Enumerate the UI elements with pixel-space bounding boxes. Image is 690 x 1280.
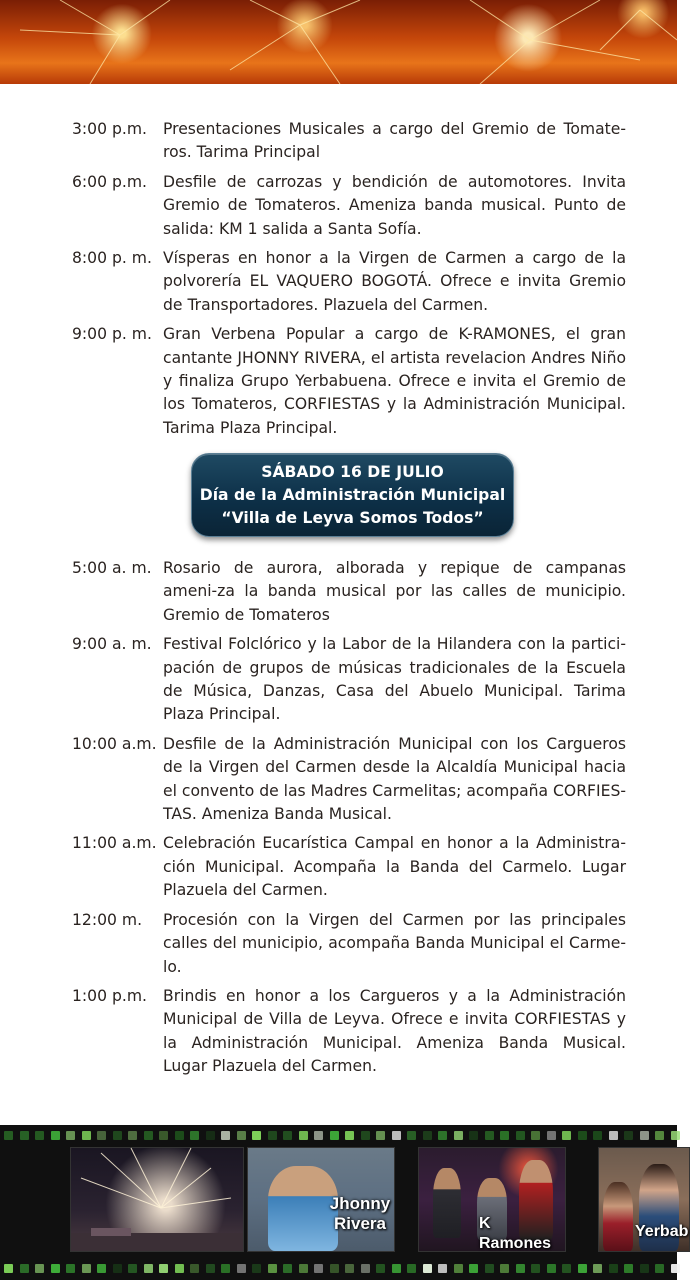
event-description: Rosario de aurora, alborada y repique de campanas ameni-za la banda musical por las calles de municipio. Gremio de Tomateros: [163, 559, 626, 624]
film-pixel-decoration: [345, 1264, 354, 1273]
film-pixel-decoration: [35, 1264, 44, 1273]
event-description: Celebración Eucarística Campal en honor a la Administra-ción Municipal. Acompaña la Banda del Carmelo. Lugar Plazuela del Carmen.: [163, 834, 626, 900]
film-pixel-decoration: [609, 1264, 618, 1273]
film-pixel-decoration: [438, 1131, 447, 1140]
film-pixel-decoration: [562, 1131, 571, 1140]
film-pixel-decoration: [283, 1264, 292, 1273]
film-pixel-decoration: [252, 1264, 261, 1273]
event-time: 12:00 m.: [72, 910, 143, 929]
film-pixel-decoration: [671, 1264, 680, 1273]
film-pixel-decoration: [66, 1131, 75, 1140]
fireworks-sparks: [0, 0, 677, 84]
day-subtitle: Día de la Administración Municipal: [199, 486, 506, 504]
film-pixel-decoration: [578, 1131, 587, 1140]
day-header-badge: [191, 453, 514, 537]
film-pixel-decoration: [113, 1131, 122, 1140]
film-pixel-decoration: [51, 1131, 60, 1140]
film-pixel-decoration: [144, 1264, 153, 1273]
film-pixel-decoration: [516, 1264, 525, 1273]
film-pixel-decoration: [252, 1131, 261, 1140]
film-pixel-decoration: [562, 1264, 571, 1273]
film-pixel-decoration: [221, 1131, 230, 1140]
fireworks-spray-icon: [71, 1148, 243, 1251]
k-ramones-photo: [418, 1147, 566, 1252]
film-pixel-decoration: [206, 1264, 215, 1273]
film-pixel-decoration: [454, 1264, 463, 1273]
event-time: 6:00 p.m.: [72, 172, 147, 191]
schedule-friday-evening: [72, 118, 626, 446]
film-pixel-decoration: [159, 1264, 168, 1273]
schedule-row: [72, 909, 626, 979]
film-pixel-decoration: [35, 1131, 44, 1140]
artist-label: Yerbab: [635, 1223, 689, 1240]
film-pixel-decoration: [655, 1131, 664, 1140]
film-pixel-decoration: [407, 1131, 416, 1140]
jhonny-rivera-photo: [247, 1147, 395, 1252]
film-pixel-decoration: [469, 1131, 478, 1140]
day-date: SÁBADO 16 DE JULIO: [261, 463, 444, 481]
film-pixel-decoration: [237, 1264, 246, 1273]
schedule-row: [72, 171, 626, 241]
film-pixel-decoration: [593, 1264, 602, 1273]
film-pixel-decoration: [624, 1131, 633, 1140]
schedule-row: [72, 733, 626, 827]
film-pixel-decoration: [299, 1264, 308, 1273]
film-pixel-decoration: [407, 1264, 416, 1273]
film-pixel-decoration: [4, 1264, 13, 1273]
film-pixel-decoration: [547, 1131, 556, 1140]
film-pixel-decoration: [66, 1264, 75, 1273]
film-pixel-decoration: [159, 1131, 168, 1140]
film-pixel-decoration: [144, 1131, 153, 1140]
event-description: Festival Folclórico y la Labor de la Hilandera con la partici-pación de grupos de músicas tradicionales de la Escuela de Música, Danzas, Casa del Abuelo Municipal. Tarima Plaza Principal.: [163, 635, 626, 724]
yerbabuena-photo: [598, 1147, 690, 1252]
event-description: Desfile de la Administración Municipal con los Cargueros de la Virgen del Carmen desde la Alcaldía Municipal hacia el convento de las Madres Carmelitas; acompaña CORFIES-TAS. Ameniza Banda Musical.: [163, 734, 626, 824]
film-pixel-decoration: [671, 1131, 680, 1140]
film-pixel-decoration: [82, 1131, 91, 1140]
film-pixel-decoration: [392, 1131, 401, 1140]
film-pixel-decoration: [454, 1131, 463, 1140]
event-time: 10:00 a.m.: [72, 734, 157, 753]
film-pixel-decoration: [345, 1131, 354, 1140]
event-time: 9:00 p. m.: [72, 325, 152, 344]
film-pixel-decoration: [128, 1264, 137, 1273]
event-time: 9:00 a. m.: [72, 635, 152, 654]
event-time: 8:00 p. m.: [72, 249, 152, 268]
film-pixel-decoration: [175, 1264, 184, 1273]
film-pixel-decoration: [376, 1264, 385, 1273]
fireworks-banner: [0, 0, 677, 84]
artist-film-strip: [0, 1125, 689, 1280]
film-pixel-decoration: [392, 1264, 401, 1273]
film-pixel-decoration: [190, 1131, 199, 1140]
film-pixel-decoration: [361, 1131, 370, 1140]
film-pixel-decoration: [593, 1131, 602, 1140]
film-pixel-decoration: [97, 1264, 106, 1273]
film-pixel-decoration: [299, 1131, 308, 1140]
film-pixel-decoration: [314, 1131, 323, 1140]
artist-label: Jhonny Rivera: [329, 1194, 391, 1233]
film-pixel-decoration: [531, 1131, 540, 1140]
film-pixel-decoration: [190, 1264, 199, 1273]
film-pixel-decoration: [206, 1131, 215, 1140]
schedule-saturday: [72, 557, 626, 1085]
film-pixel-decoration: [640, 1131, 649, 1140]
film-pixel-decoration: [423, 1264, 432, 1273]
film-pixel-decoration: [237, 1131, 246, 1140]
film-pixel-decoration: [624, 1264, 633, 1273]
event-time: 5:00 a. m.: [72, 559, 152, 577]
film-pixel-decoration: [640, 1264, 649, 1273]
film-pixel-decoration: [516, 1131, 525, 1140]
film-pixel-decoration: [500, 1264, 509, 1273]
film-pixel-decoration: [485, 1264, 494, 1273]
film-pixel-decoration: [20, 1131, 29, 1140]
film-pixel-decoration: [97, 1131, 106, 1140]
schedule-row: [72, 633, 626, 727]
film-pixel-decoration: [268, 1264, 277, 1273]
film-pixel-decoration: [531, 1264, 540, 1273]
event-description: Brindis en honor a los Cargueros y a la Administración Municipal de Villa de Leyva. Ofrece e invita CORFIESTAS y la Administración Municipal. Ameniza Banda Musical. Lugar Plazuela del Carmen.: [163, 986, 626, 1076]
film-pixel-decoration: [20, 1264, 29, 1273]
artist-label: K Ramones: [479, 1215, 552, 1252]
band-member-figure: [433, 1168, 461, 1238]
film-pixel-decoration: [268, 1131, 277, 1140]
event-description: Procesión con la Virgen del Carmen por las principales calles del municipio, acompaña Banda Municipal el Carme-lo.: [163, 910, 626, 976]
film-pixel-decoration: [82, 1264, 91, 1273]
film-pixel-decoration: [469, 1264, 478, 1273]
film-pixel-decoration: [128, 1131, 137, 1140]
fireworks-photo: [70, 1147, 244, 1252]
event-time: 1:00 p.m.: [72, 986, 147, 1005]
film-pixel-decoration: [330, 1264, 339, 1273]
film-pixel-decoration: [330, 1131, 339, 1140]
schedule-row: [72, 323, 626, 440]
schedule-row: [72, 247, 626, 317]
film-pixel-decoration: [609, 1131, 618, 1140]
schedule-row: [72, 832, 626, 902]
film-pixel-decoration: [4, 1131, 13, 1140]
event-time: 3:00 p.m.: [72, 120, 147, 138]
film-pixel-decoration: [485, 1131, 494, 1140]
film-pixel-decoration: [376, 1131, 385, 1140]
film-pixel-decoration: [221, 1264, 230, 1273]
event-description: Desfile de carrozas y bendición de automotores. Invita Gremio de Tomateros. Ameniza banda musical. Punto de salida: KM 1 salida a Santa Sofía.: [163, 172, 626, 238]
event-description: Gran Verbena Popular a cargo de K-RAMONES, el gran cantante JHONNY RIVERA, el artista revelacion Andres Niño y finaliza Grupo Yerbabuena. Ofrece e invita el Gremio de los Tomateros, CORFIESTAS y la Administración Municipal. Tarima Plaza Principal.: [163, 325, 626, 437]
film-pixel-decoration: [423, 1131, 432, 1140]
film-pixel-decoration: [361, 1264, 370, 1273]
band-member-figure: [603, 1182, 633, 1251]
film-pixel-decoration: [500, 1131, 509, 1140]
schedule-row: [72, 557, 626, 627]
film-pixel-decoration: [51, 1264, 60, 1273]
event-description: Presentaciones Musicales a cargo del Gremio de Tomate-ros. Tarima Principal: [163, 120, 626, 162]
film-pixel-decoration: [547, 1264, 556, 1273]
film-pixel-decoration: [283, 1131, 292, 1140]
film-pixel-decoration: [578, 1264, 587, 1273]
film-pixel-decoration: [314, 1264, 323, 1273]
film-pixel-decoration: [175, 1131, 184, 1140]
film-pixel-decoration: [113, 1264, 122, 1273]
event-description: Vísperas en honor a la Virgen de Carmen a cargo de la polvorería EL VAQUERO BOGOTÁ. Ofrece e invita Gremio de Transportadores. Plazuela del Carmen.: [163, 249, 626, 314]
film-pixel-decoration: [655, 1264, 664, 1273]
event-time: 11:00 a.m.: [72, 834, 157, 853]
film-pixel-decoration: [438, 1264, 447, 1273]
day-slogan: “Villa de Leyva Somos Todos”: [221, 509, 484, 527]
schedule-row: [72, 985, 626, 1079]
schedule-row: [72, 118, 626, 165]
